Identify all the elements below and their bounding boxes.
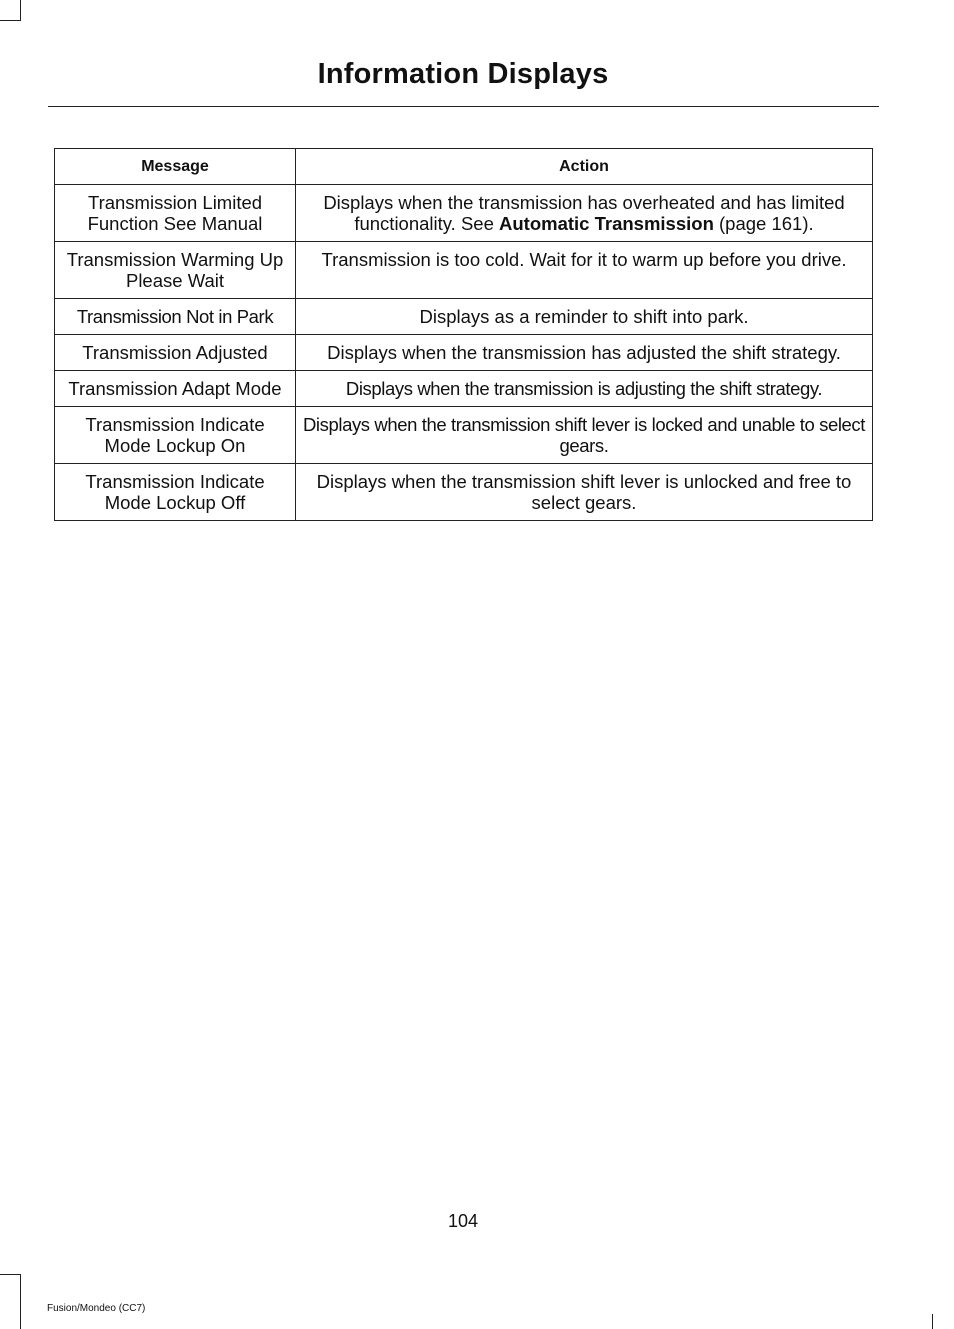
table-row: [55, 335, 873, 371]
table-row: [55, 242, 873, 299]
crop-mark-top-left-horizontal: [0, 20, 21, 21]
message-cell: Transmission Adapt Mode: [55, 371, 296, 407]
message-cell: Transmission Not in Park: [55, 299, 296, 335]
action-cell: Displays when the transmission shift lever is unlocked and free to select gears.: [296, 464, 873, 521]
action-cell: Transmission is too cold. Wait for it to warm up before you drive.: [296, 242, 873, 299]
message-action-table: [54, 148, 873, 521]
action-text: Displays when the transmission has overheated and has limited functionality. See: [323, 192, 845, 234]
column-header-action: Action: [296, 149, 873, 185]
table-row: [55, 371, 873, 407]
table-row: [55, 185, 873, 242]
table-row: [55, 464, 873, 521]
page-number: 104: [447, 1211, 479, 1231]
action-cell: Displays when the transmission shift lever is locked and unable to select gears.: [296, 407, 873, 464]
crop-mark-bottom-left-vertical: [20, 1274, 21, 1329]
crop-mark-bottom-right-vertical: [932, 1314, 933, 1329]
message-cell: Transmission Indicate Mode Lockup Off: [55, 464, 296, 521]
action-cell: Displays as a reminder to shift into park.: [296, 299, 873, 335]
footer-model-label: Fusion/Mondeo (CC7): [47, 1303, 146, 1314]
action-cell: [296, 185, 873, 242]
title-divider: [48, 106, 879, 107]
crop-mark-top-left-vertical: [20, 0, 21, 20]
table-row: [55, 299, 873, 335]
table-header-row: [55, 149, 873, 185]
message-cell: Transmission Adjusted: [55, 335, 296, 371]
action-cell: Displays when the transmission has adjusted the shift strategy.: [296, 335, 873, 371]
column-header-message: Message: [55, 149, 296, 185]
page-title: Information Displays: [317, 58, 609, 90]
cross-reference: Automatic Transmission: [499, 213, 714, 234]
message-cell: Transmission Limited Function See Manual: [55, 185, 296, 242]
message-cell: Transmission Warming Up Please Wait: [55, 242, 296, 299]
message-cell: Transmission Indicate Mode Lockup On: [55, 407, 296, 464]
table-row: [55, 407, 873, 464]
crop-mark-bottom-left-horizontal: [0, 1274, 21, 1275]
action-cell: Displays when the transmission is adjusting the shift strategy.: [296, 371, 873, 407]
action-text-suffix: (page 161).: [713, 213, 814, 234]
